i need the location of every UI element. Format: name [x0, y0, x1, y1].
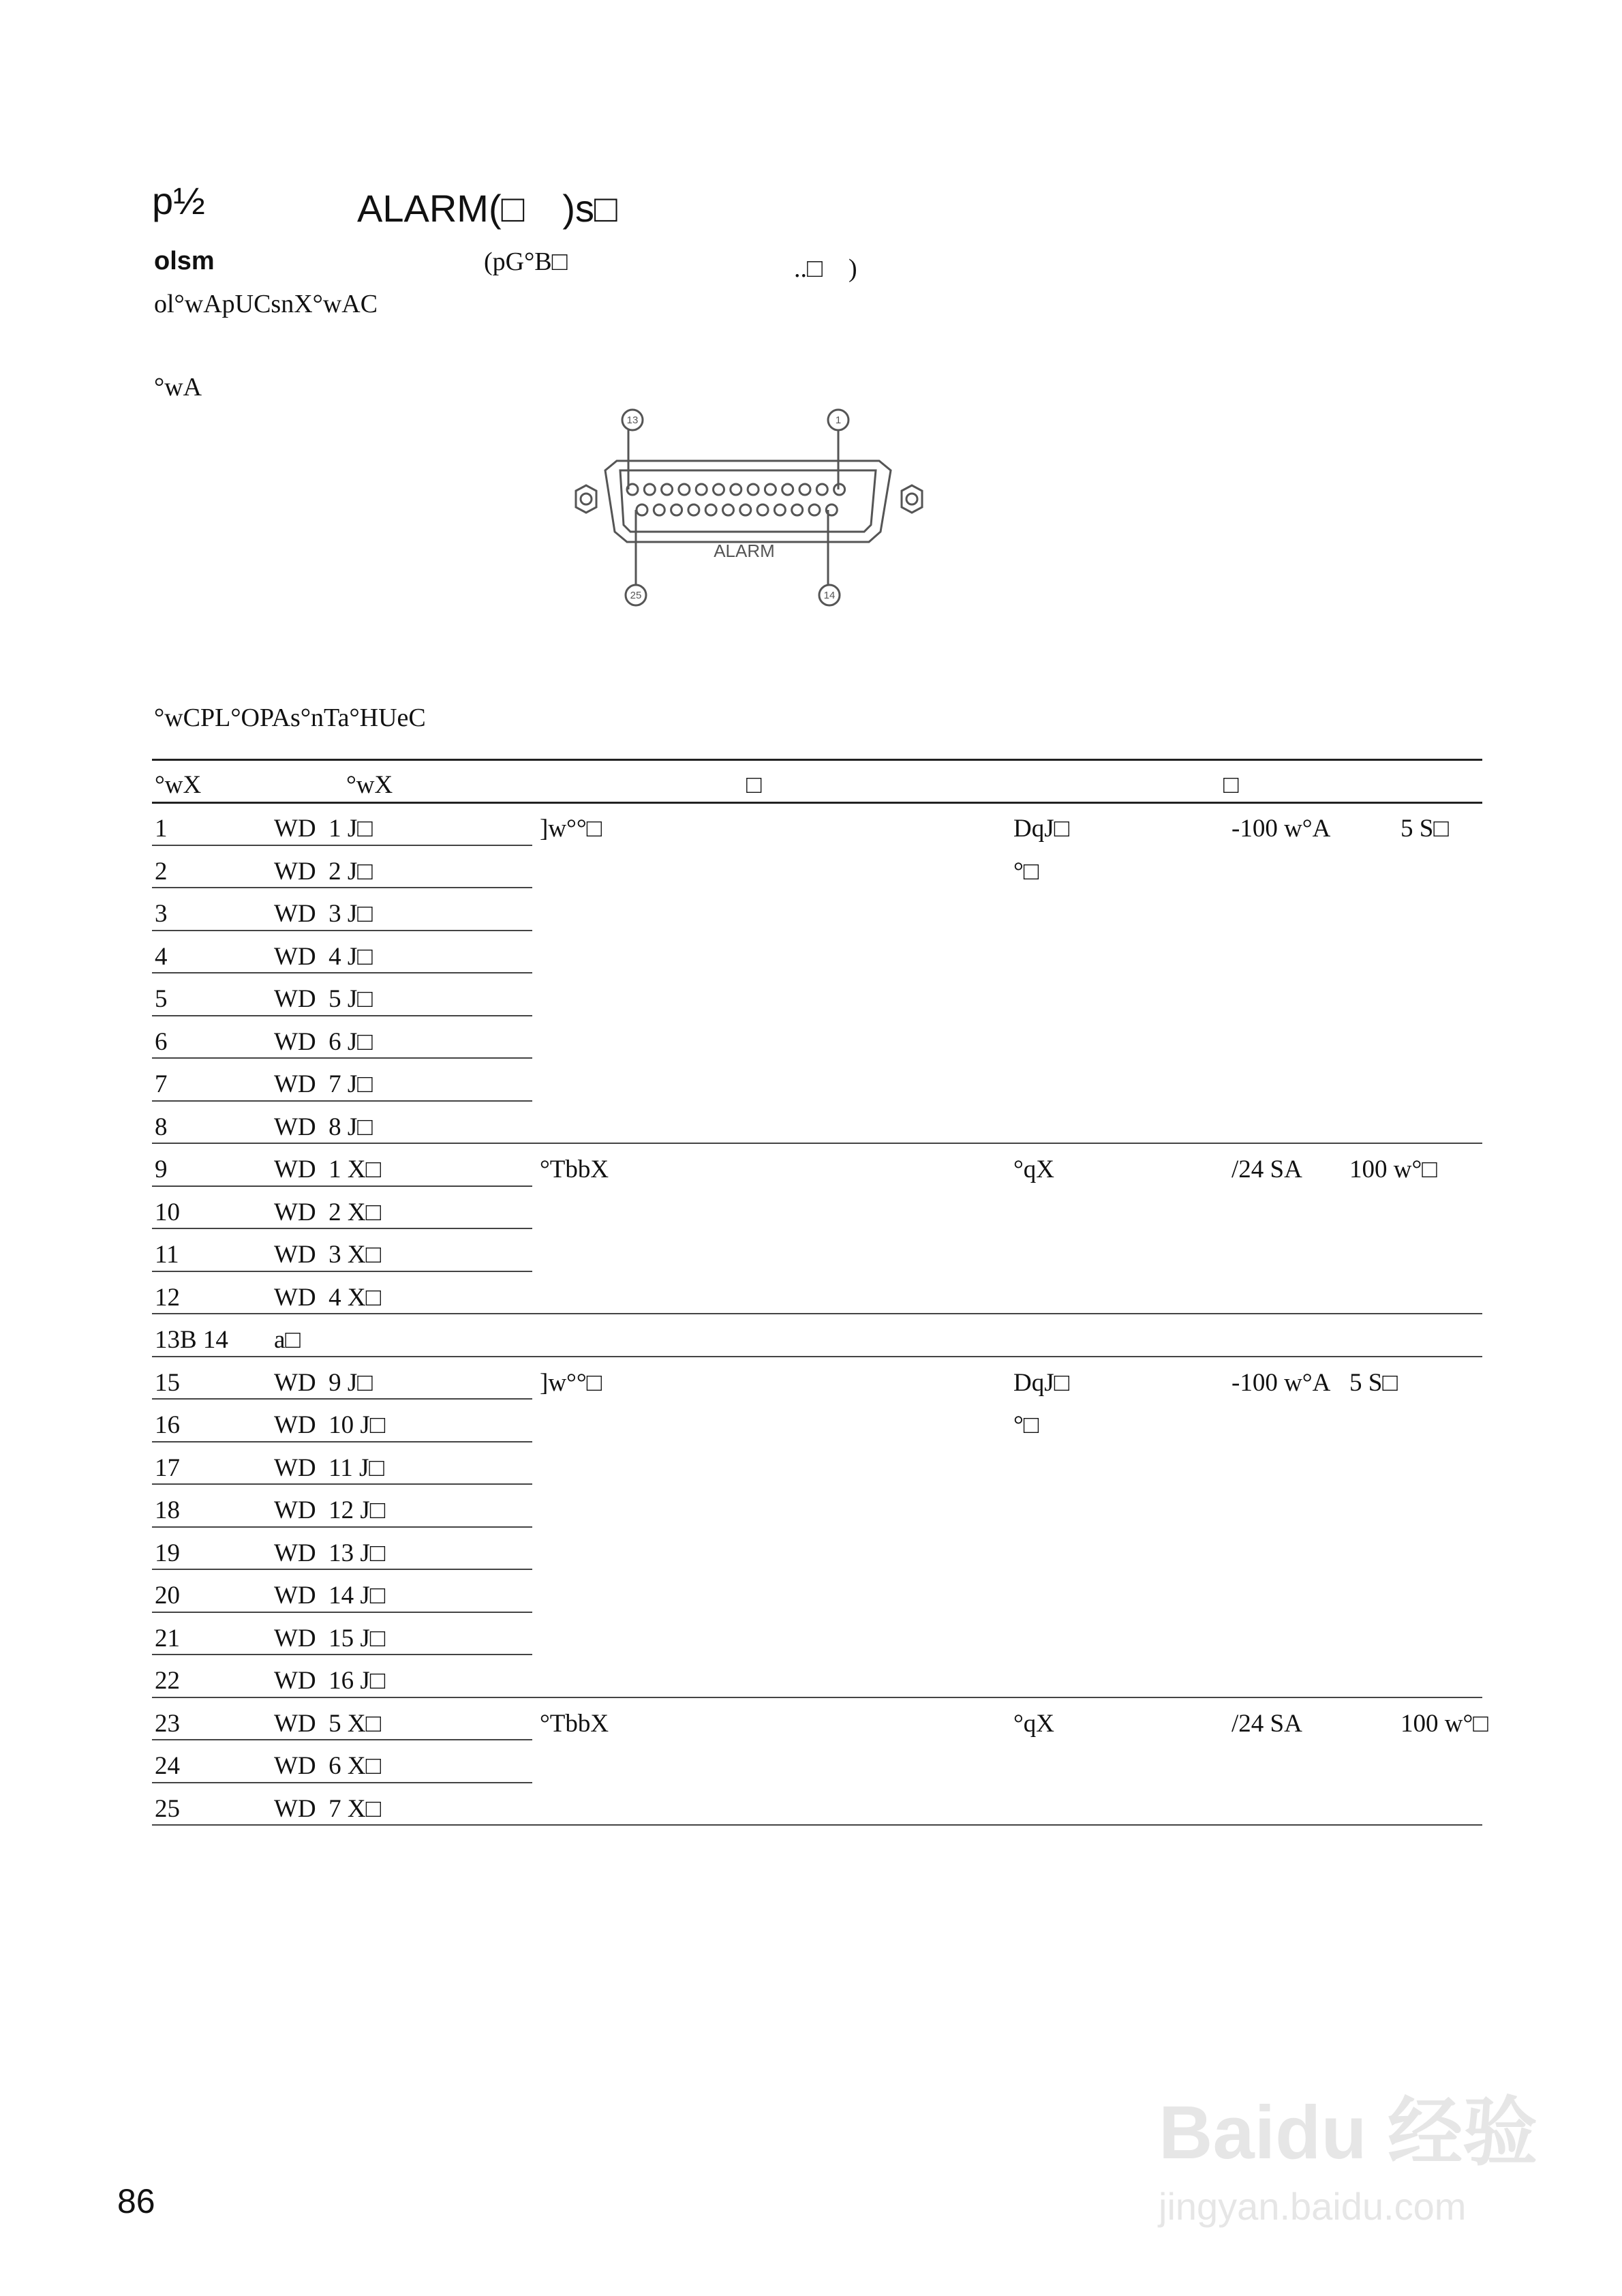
signal-description: ]w°°□: [540, 1368, 602, 1397]
row-divider: [152, 1483, 532, 1485]
pin-name: WD 6 J□: [274, 1027, 373, 1056]
signal-type: °qX: [1013, 1709, 1055, 1738]
pin-name: WD 8 J□: [274, 1113, 373, 1141]
pin-number: 25: [155, 1794, 180, 1823]
pin-number: 2: [155, 857, 168, 886]
pin-hole: [688, 504, 699, 515]
pin-callout-14: 14: [823, 590, 836, 601]
pin-name: WD 12 J□: [274, 1496, 386, 1524]
pin-name: WD 10 J□: [274, 1411, 386, 1439]
pin-number: 9: [155, 1155, 168, 1183]
pin-hole: [799, 484, 810, 495]
group-divider: [152, 1313, 1482, 1314]
pin-hole: [792, 504, 803, 515]
pin-name: WD 3 X□: [274, 1241, 381, 1269]
pin-name: WD 5 J□: [274, 985, 373, 1013]
pin-name: WD 2 X□: [274, 1198, 381, 1226]
pin-callout-25: 25: [630, 590, 642, 601]
group-divider: [152, 1356, 1482, 1357]
group-divider: [152, 1824, 1482, 1826]
row-divider: [152, 1441, 532, 1442]
pin-hole: [714, 484, 724, 495]
pin-hole: [809, 504, 820, 515]
signal-type: DqJ□: [1013, 1368, 1069, 1397]
db25-connector-diagram: [559, 395, 940, 620]
pin-hole: [705, 504, 716, 515]
signal-spec: -100 w°A: [1231, 815, 1331, 843]
intro-text: (pG°B□: [484, 247, 568, 276]
page-title: ALARM(□ )s□: [357, 187, 617, 230]
row-divider: [152, 887, 532, 888]
signal-spec-value: 5 S□: [1349, 1368, 1398, 1397]
pin-name: WD 7 J□: [274, 1070, 373, 1098]
row-divider: [152, 1271, 532, 1272]
signal-spec-value: 100 w°□: [1401, 1709, 1488, 1738]
header-spec: □: [1223, 771, 1239, 799]
pin-number: 10: [155, 1198, 180, 1226]
intro-line-2: ol°wApUCsnX°wAC: [154, 290, 378, 318]
row-divider: [152, 1526, 532, 1528]
pin-number: 18: [155, 1496, 180, 1524]
figure-label: °wA: [154, 373, 202, 402]
pin-hole: [834, 484, 845, 495]
row-divider: [152, 1654, 532, 1655]
row-divider: [152, 1057, 532, 1059]
signal-type-note: °□: [1013, 857, 1039, 886]
row-divider: [152, 930, 532, 931]
header-pin-no: °wX: [155, 771, 202, 799]
pin-hole: [723, 504, 734, 515]
signal-type: °qX: [1013, 1155, 1055, 1183]
pin-number: 5: [155, 985, 168, 1013]
pin-name: a□: [274, 1326, 301, 1354]
pin-hole: [644, 484, 655, 495]
pin-number: 1: [155, 815, 168, 843]
signal-description: °TbbX: [540, 1155, 609, 1183]
pin-number: 15: [155, 1368, 180, 1397]
pin-hole: [654, 504, 664, 515]
signal-description: ]w°°□: [540, 815, 602, 843]
pin-name: WD 5 X□: [274, 1709, 381, 1738]
watermark-brand: Baidu 经验: [1159, 2091, 1538, 2175]
pin-number: 11: [155, 1241, 179, 1269]
pin-callout-1: 1: [835, 414, 842, 426]
pin-number: 8: [155, 1113, 168, 1141]
pin-name: WD 11 J□: [274, 1453, 384, 1482]
row-divider: [152, 1782, 532, 1783]
row-divider: [152, 845, 532, 846]
pin-hole: [782, 484, 793, 495]
pin-hole: [748, 484, 759, 495]
pin-name: WD 4 J□: [274, 942, 373, 971]
row-divider: [152, 972, 532, 973]
signal-type-note: °□: [1013, 1411, 1039, 1439]
pin-hole: [696, 484, 707, 495]
signal-spec: /24 SA: [1231, 1709, 1302, 1738]
connector-label: ALARM: [714, 541, 775, 561]
header-pin-name: °wX: [346, 771, 393, 799]
signal-spec: /24 SA: [1231, 1155, 1302, 1183]
group-divider: [152, 1143, 1482, 1144]
row-divider: [152, 1015, 532, 1016]
pin-number: 3: [155, 900, 168, 928]
pin-number: 17: [155, 1453, 180, 1482]
section-number: p½: [152, 179, 205, 222]
pin-hole: [765, 484, 776, 495]
pin-name: WD 15 J□: [274, 1624, 386, 1652]
intro-label: olsm: [154, 247, 215, 275]
pin-number: 24: [155, 1752, 180, 1780]
watermark-url: jingyan.baidu.com: [1159, 2185, 1467, 2228]
page-number: 86: [117, 2182, 155, 2220]
pin-name: WD 1 J□: [274, 815, 373, 843]
pin-name: WD 14 J□: [274, 1582, 386, 1610]
pin-hole: [662, 484, 673, 495]
pin-number: 19: [155, 1539, 180, 1567]
pin-name: WD 2 J□: [274, 857, 373, 886]
pin-hole: [816, 484, 827, 495]
pin-hole: [774, 504, 785, 515]
pin-hole: [671, 504, 682, 515]
row-divider: [152, 1100, 532, 1102]
pin-number: 4: [155, 942, 168, 971]
row-divider: [152, 1569, 532, 1570]
pin-number: 16: [155, 1411, 180, 1439]
pin-name: WD 4 X□: [274, 1283, 381, 1312]
pin-name: WD 13 J□: [274, 1539, 386, 1567]
pin-hole: [757, 504, 768, 515]
pin-number: 20: [155, 1582, 180, 1610]
pin-number: 12: [155, 1283, 180, 1312]
pin-hole: [637, 504, 647, 515]
pin-number: 21: [155, 1624, 180, 1652]
signal-description: °TbbX: [540, 1709, 609, 1738]
signal-spec: -100 w°A: [1231, 1368, 1331, 1397]
signal-type: DqJ□: [1013, 815, 1069, 843]
row-divider: [152, 1398, 532, 1400]
pin-name: WD 1 X□: [274, 1155, 381, 1183]
signal-spec-value: 5 S□: [1401, 815, 1449, 843]
watermark: [1159, 2072, 1537, 2229]
pin-hole: [731, 484, 741, 495]
pin-number: 22: [155, 1667, 180, 1695]
pin-number: 13B 14: [155, 1326, 228, 1354]
header-bottom-rule: [152, 802, 1482, 804]
row-divider: [152, 1739, 532, 1740]
row-divider: [152, 1612, 532, 1613]
pin-name: WD 7 X□: [274, 1794, 381, 1823]
pin-number: 23: [155, 1709, 180, 1738]
intro-text-end: ..□ ): [794, 254, 857, 283]
row-divider: [152, 1185, 532, 1187]
table-top-rule: [152, 759, 1482, 761]
pin-name: WD 6 X□: [274, 1752, 381, 1780]
table-caption: °wCPL°OPAs°nTa°HUeC: [154, 704, 426, 732]
pin-hole: [740, 504, 751, 515]
pin-name: WD 9 J□: [274, 1368, 373, 1397]
pin-number: 7: [155, 1070, 168, 1098]
pin-callout-13: 13: [626, 414, 639, 426]
signal-spec-value: 100 w°□: [1349, 1155, 1437, 1183]
pin-name: WD 3 J□: [274, 900, 373, 928]
header-description: □: [746, 771, 762, 799]
row-divider: [152, 1228, 532, 1229]
pin-name: WD 16 J□: [274, 1667, 386, 1695]
pin-hole: [679, 484, 690, 495]
pin-number: 6: [155, 1027, 168, 1056]
group-divider: [152, 1697, 1482, 1698]
